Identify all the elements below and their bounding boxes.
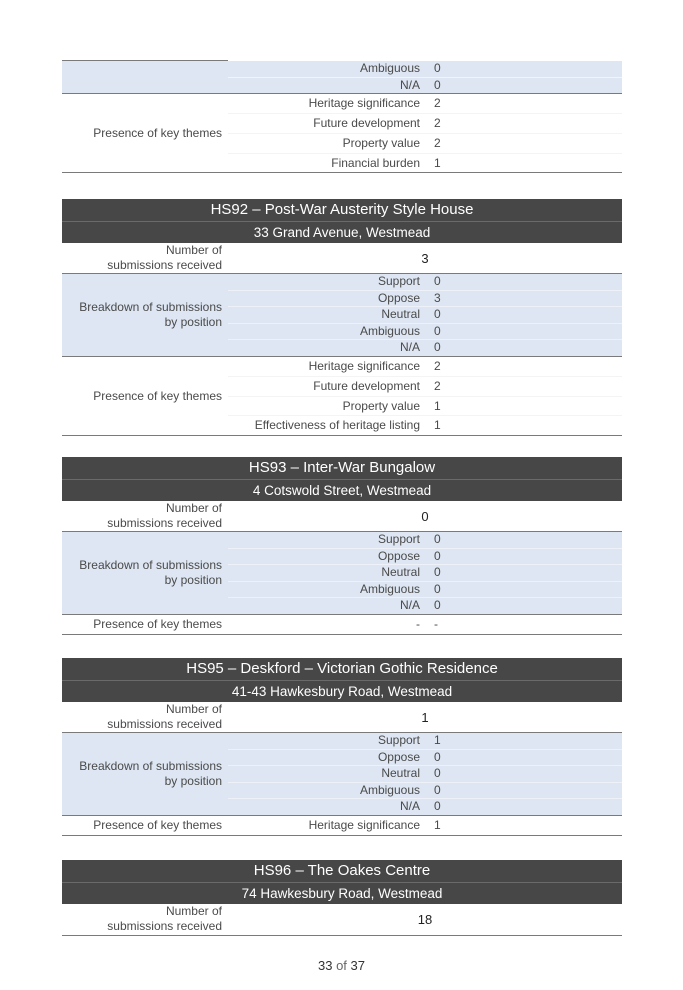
theme-count: - bbox=[426, 614, 622, 634]
breakdown-label bbox=[62, 532, 228, 615]
submissions-label-line2: submissions received bbox=[107, 258, 222, 272]
position-value: 1 bbox=[426, 733, 622, 750]
theme-count: 2 bbox=[426, 376, 622, 396]
position-value: 0 bbox=[426, 749, 622, 766]
theme-count: 2 bbox=[426, 133, 622, 153]
position-label: N/A bbox=[228, 77, 426, 94]
submissions-label-line2: submissions received bbox=[107, 717, 222, 731]
page-of: of bbox=[336, 958, 347, 973]
theme-label: - bbox=[228, 614, 426, 634]
hs92-table bbox=[62, 199, 622, 436]
theme-label: Property value bbox=[228, 396, 426, 416]
theme-count: 1 bbox=[426, 815, 622, 835]
position-value: 3 bbox=[426, 290, 622, 307]
position-value: 0 bbox=[426, 532, 622, 549]
position-label: Support bbox=[228, 532, 426, 549]
position-label: Ambiguous bbox=[228, 61, 426, 77]
position-value: 0 bbox=[426, 274, 622, 291]
position-value: 0 bbox=[426, 340, 622, 357]
theme-count: 2 bbox=[426, 94, 622, 114]
position-label: N/A bbox=[228, 340, 426, 357]
position-label: Oppose bbox=[228, 749, 426, 766]
position-value: 0 bbox=[426, 323, 622, 340]
theme-label: Financial burden bbox=[228, 153, 426, 173]
item-address: 33 Grand Avenue, Westmead bbox=[62, 222, 622, 244]
theme-label: Heritage significance bbox=[228, 94, 426, 114]
theme-count: 1 bbox=[426, 396, 622, 416]
breakdown-label-line1: Breakdown of submissions bbox=[79, 299, 222, 314]
breakdown-label-line2: by position bbox=[164, 773, 222, 788]
theme-count: 1 bbox=[426, 416, 622, 436]
position-label: Ambiguous bbox=[228, 323, 426, 340]
themes-label: Presence of key themes bbox=[62, 815, 228, 835]
item-title: HS95 – Deskford – Victorian Gothic Residence bbox=[62, 658, 622, 681]
breakdown-label-line1: Breakdown of submissions bbox=[79, 557, 222, 572]
submissions-count: 1 bbox=[421, 709, 429, 725]
submissions-label-line2: submissions received bbox=[107, 516, 222, 530]
themes-label: Presence of key themes bbox=[62, 94, 228, 173]
submissions-label-line1: Number of bbox=[165, 501, 222, 515]
position-label: Support bbox=[228, 274, 426, 291]
theme-count: 1 bbox=[426, 153, 622, 173]
submissions-count: 0 bbox=[421, 508, 429, 524]
item-title: HS93 – Inter-War Bungalow bbox=[62, 457, 622, 480]
submissions-label bbox=[62, 702, 228, 733]
position-value: 0 bbox=[426, 548, 622, 565]
item-address: 4 Cotswold Street, Westmead bbox=[62, 480, 622, 502]
position-label: Support bbox=[228, 733, 426, 750]
position-label: Neutral bbox=[228, 307, 426, 324]
position-value: 0 bbox=[426, 598, 622, 615]
position-value: 0 bbox=[426, 766, 622, 783]
item-address: 74 Hawkesbury Road, Westmead bbox=[62, 883, 622, 905]
position-label: Ambiguous bbox=[228, 782, 426, 799]
hs95-table bbox=[62, 658, 622, 836]
submissions-label bbox=[62, 904, 228, 935]
theme-label: Future development bbox=[228, 113, 426, 133]
continued-table bbox=[62, 61, 622, 173]
position-value: 0 bbox=[426, 782, 622, 799]
breakdown-label bbox=[62, 733, 228, 816]
position-value: 0 bbox=[426, 77, 622, 94]
themes-label: Presence of key themes bbox=[62, 614, 228, 634]
page-total: 37 bbox=[350, 958, 366, 973]
breakdown-label-line2: by position bbox=[164, 314, 222, 329]
theme-label: Effectiveness of heritage listing bbox=[228, 416, 426, 436]
submissions-count: 18 bbox=[228, 904, 622, 935]
breakdown-label-cell bbox=[62, 61, 228, 94]
submissions-count: 3 bbox=[421, 250, 429, 266]
theme-label: Future development bbox=[228, 376, 426, 396]
hs93-table bbox=[62, 457, 622, 635]
item-title: HS96 – The Oakes Centre bbox=[62, 860, 622, 883]
position-label: Oppose bbox=[228, 548, 426, 565]
submissions-label-line1: Number of bbox=[165, 702, 222, 716]
position-label: Neutral bbox=[228, 766, 426, 783]
position-value: 0 bbox=[426, 799, 622, 816]
submissions-label bbox=[62, 501, 228, 532]
submissions-label-line2: submissions received bbox=[107, 919, 222, 934]
position-label: Oppose bbox=[228, 290, 426, 307]
theme-count: 2 bbox=[434, 358, 441, 373]
submissions-label-line1: Number of bbox=[165, 243, 222, 257]
page-current: 33 bbox=[317, 958, 333, 973]
theme-label: Heritage significance bbox=[228, 815, 426, 835]
position-value: 0 bbox=[426, 61, 622, 77]
hs96-table bbox=[62, 860, 622, 936]
position-label: N/A bbox=[228, 598, 426, 615]
theme-count: 2 bbox=[426, 113, 622, 133]
position-label: Neutral bbox=[228, 565, 426, 582]
page-number bbox=[0, 958, 683, 973]
theme-label: Heritage significance bbox=[308, 358, 420, 373]
breakdown-label-line2: by position bbox=[164, 572, 222, 587]
item-address: 41-43 Hawkesbury Road, Westmead bbox=[62, 681, 622, 703]
position-label: N/A bbox=[228, 799, 426, 816]
breakdown-label-line1: Breakdown of submissions bbox=[79, 758, 222, 773]
item-title: HS92 – Post-War Austerity Style House bbox=[62, 199, 622, 222]
submissions-label bbox=[62, 243, 228, 274]
themes-label: Presence of key themes bbox=[62, 356, 228, 435]
breakdown-label bbox=[62, 274, 228, 357]
position-value: 0 bbox=[426, 565, 622, 582]
position-value: 0 bbox=[426, 581, 622, 598]
position-label: Ambiguous bbox=[228, 581, 426, 598]
position-value: 0 bbox=[426, 307, 622, 324]
submissions-label-line1: Number of bbox=[165, 904, 222, 919]
theme-label: Property value bbox=[228, 133, 426, 153]
